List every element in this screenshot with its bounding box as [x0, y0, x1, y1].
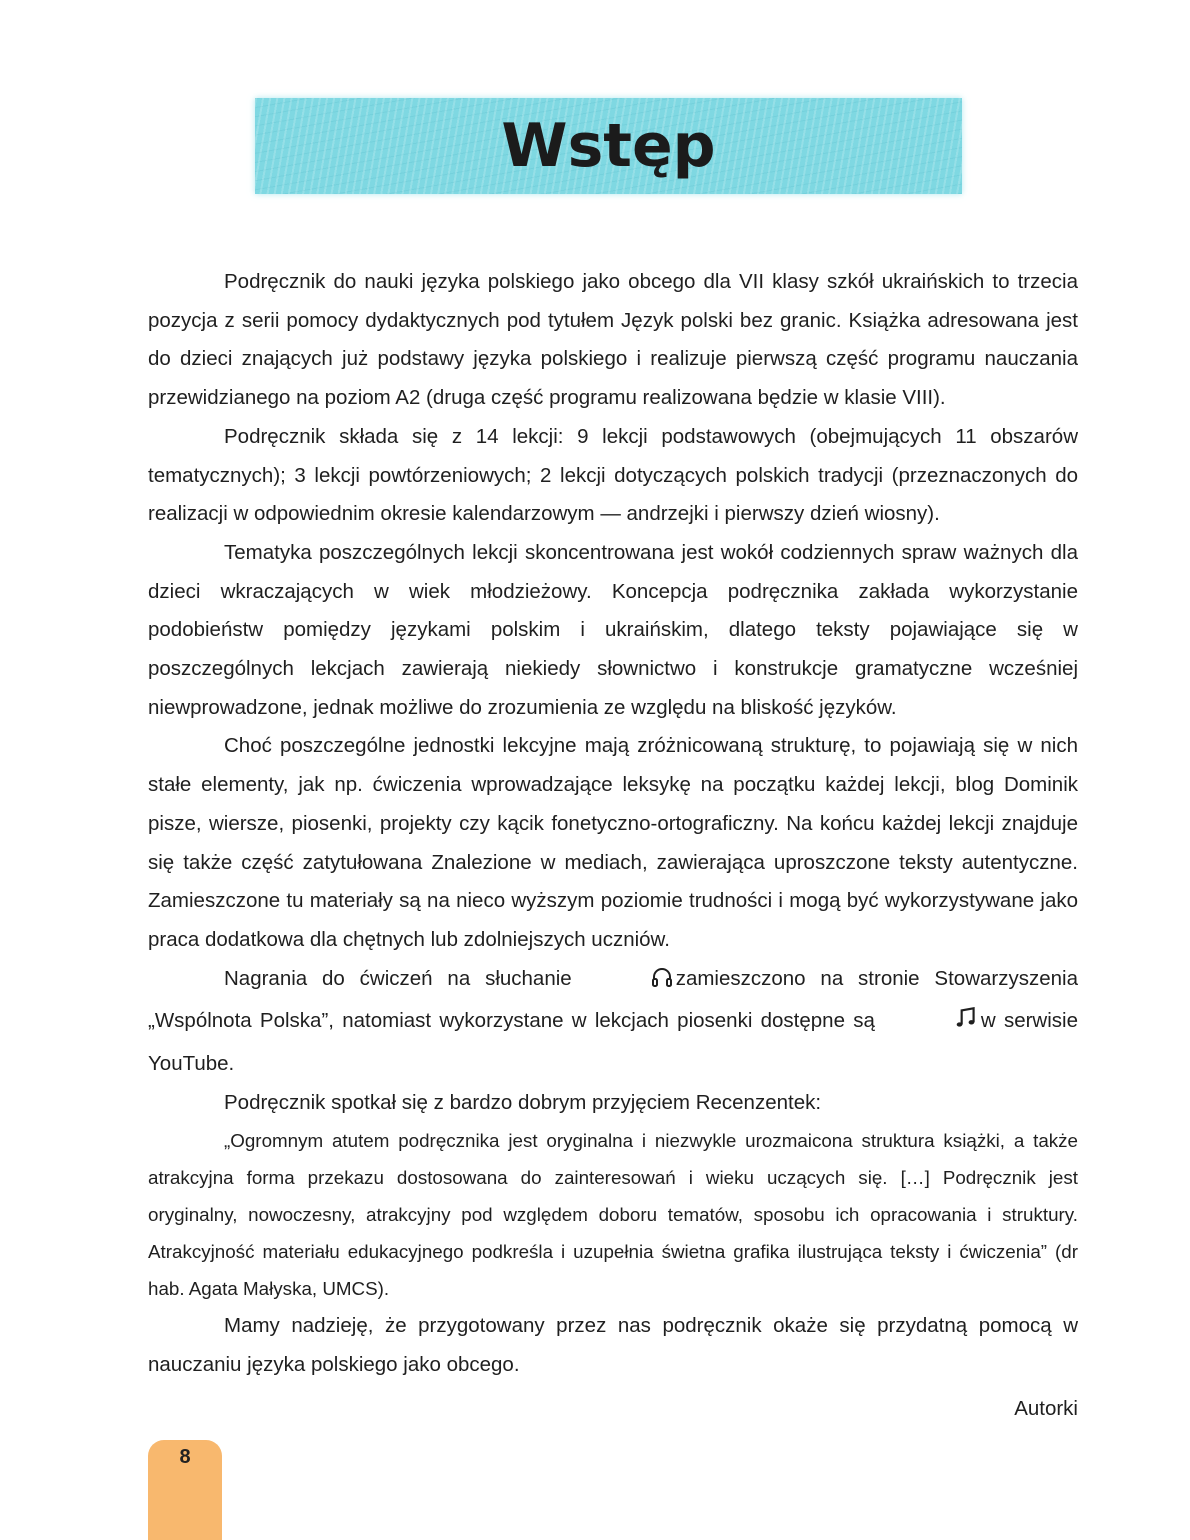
review-quote: „Ogromnym atutem podręcznika jest oryginalna i niezwykle urozmaicona struktura książki, a także atrakcyjna forma przekazu dostosowana do zainteresowań i wieku uczących się. […] Podręcznik jest oryginalny, nowoczesny, atrakcyjny pod względem doboru tematów, sposobu ich opracowania i struktury. Atrakcyjność materiału edukacyjnego podkreśla i uzupełnia świetna grafika ilustrująca teksty i ćwiczenia” (dr hab. Agata Małyska, UMCS).: [148, 1130, 1078, 1300]
page-title: Wstęp: [501, 111, 716, 181]
paragraph-5: [148, 960, 1078, 1084]
paragraph-2: Podręcznik składa się z 14 lekcji: 9 lekcji podstawowych (obejmujących 11 obszarów tematycznych); 3 lekcji powtórzeniowych; 2 lekcji dotyczących polskich tradycji (przeznaczonych do realizacji w odpowiednim okresie kalendarzowym — andrzejki i pierwszy dzień wiosny).: [148, 424, 1078, 526]
paragraph-6: Podręcznik spotkał się z bardzo dobrym przyjęciem Recenzentek:: [224, 1090, 822, 1114]
music-note-icon: [877, 1005, 979, 1045]
paragraph-3: Tematyka poszczególnych lekcji skoncentrowana jest wokół codziennych spraw ważnych dla dzieci wkraczających w wiek młodzieżowy. Koncepcja podręcznika zakłada wykorzystanie podobieństw pomiędzy językami polskim i ukraińskim, dlatego teksty pojawiające się w poszczególnych lekcjach zawierają niekiedy słownictwo i konstrukcje gramatyczne wcześniej niewprowadzone, jednak możliwe do zrozumienia ze względu na bliskość języków.: [148, 540, 1078, 719]
title-banner: [255, 98, 962, 194]
paragraph-5-part-3: w serwisie YouTube.: [148, 1009, 1078, 1076]
page-number: 8: [179, 1446, 191, 1468]
headphones-icon: [574, 964, 674, 1003]
intro-text: [148, 263, 1078, 1429]
paragraph-5-part-1: Nagrania do ćwiczeń na słuchanie: [224, 966, 572, 990]
paragraph-4: Choć poszczególne jednostki lekcyjne mają zróżnicowaną strukturę, to pojawiają się w nich stałe elementy, jak np. ćwiczenia wprowadzające leksykę na początku każdej lekcji, blog Dominik pisze, wiersze, piosenki, projekty czy kącik fonetyczno-ortograficzny. Na końcu każdej lekcji znajduje się także część zatytułowana Znalezione w mediach, zawierająca uproszczone teksty autentyczne. Zamieszczone tu materiały są na nieco wyższym poziomie trudności i mogą być wykorzystywane jako praca dodatkowa dla chętnych lub zdolniejszych uczniów.: [148, 734, 1078, 951]
page-number-tab: [148, 1440, 222, 1540]
signature: Autorki: [1014, 1396, 1078, 1420]
paragraph-7: Mamy nadzieję, że przygotowany przez nas podręcznik okaże się przydatną pomocą w nauczaniu języka polskiego jako obcego.: [148, 1314, 1078, 1377]
paragraph-1: Podręcznik do nauki języka polskiego jako obcego dla VII klasy szkół ukraińskich to trzecia pozycja z serii pomocy dydaktycznych pod tytułem Język polski bez granic. Książka adresowana jest do dzieci znających już podstawy języka polskiego i realizuje pierwszą część programu nauczania przewidzianego na poziom A2 (druga część programu realizowana będzie w klasie VIII).: [148, 270, 1078, 410]
paragraph-5-part-2: zamieszczono na stronie Stowarzyszenia „Wspólnota Polska”, natomiast wykorzystane w lekcjach piosenki dostępne są: [148, 966, 1078, 1033]
